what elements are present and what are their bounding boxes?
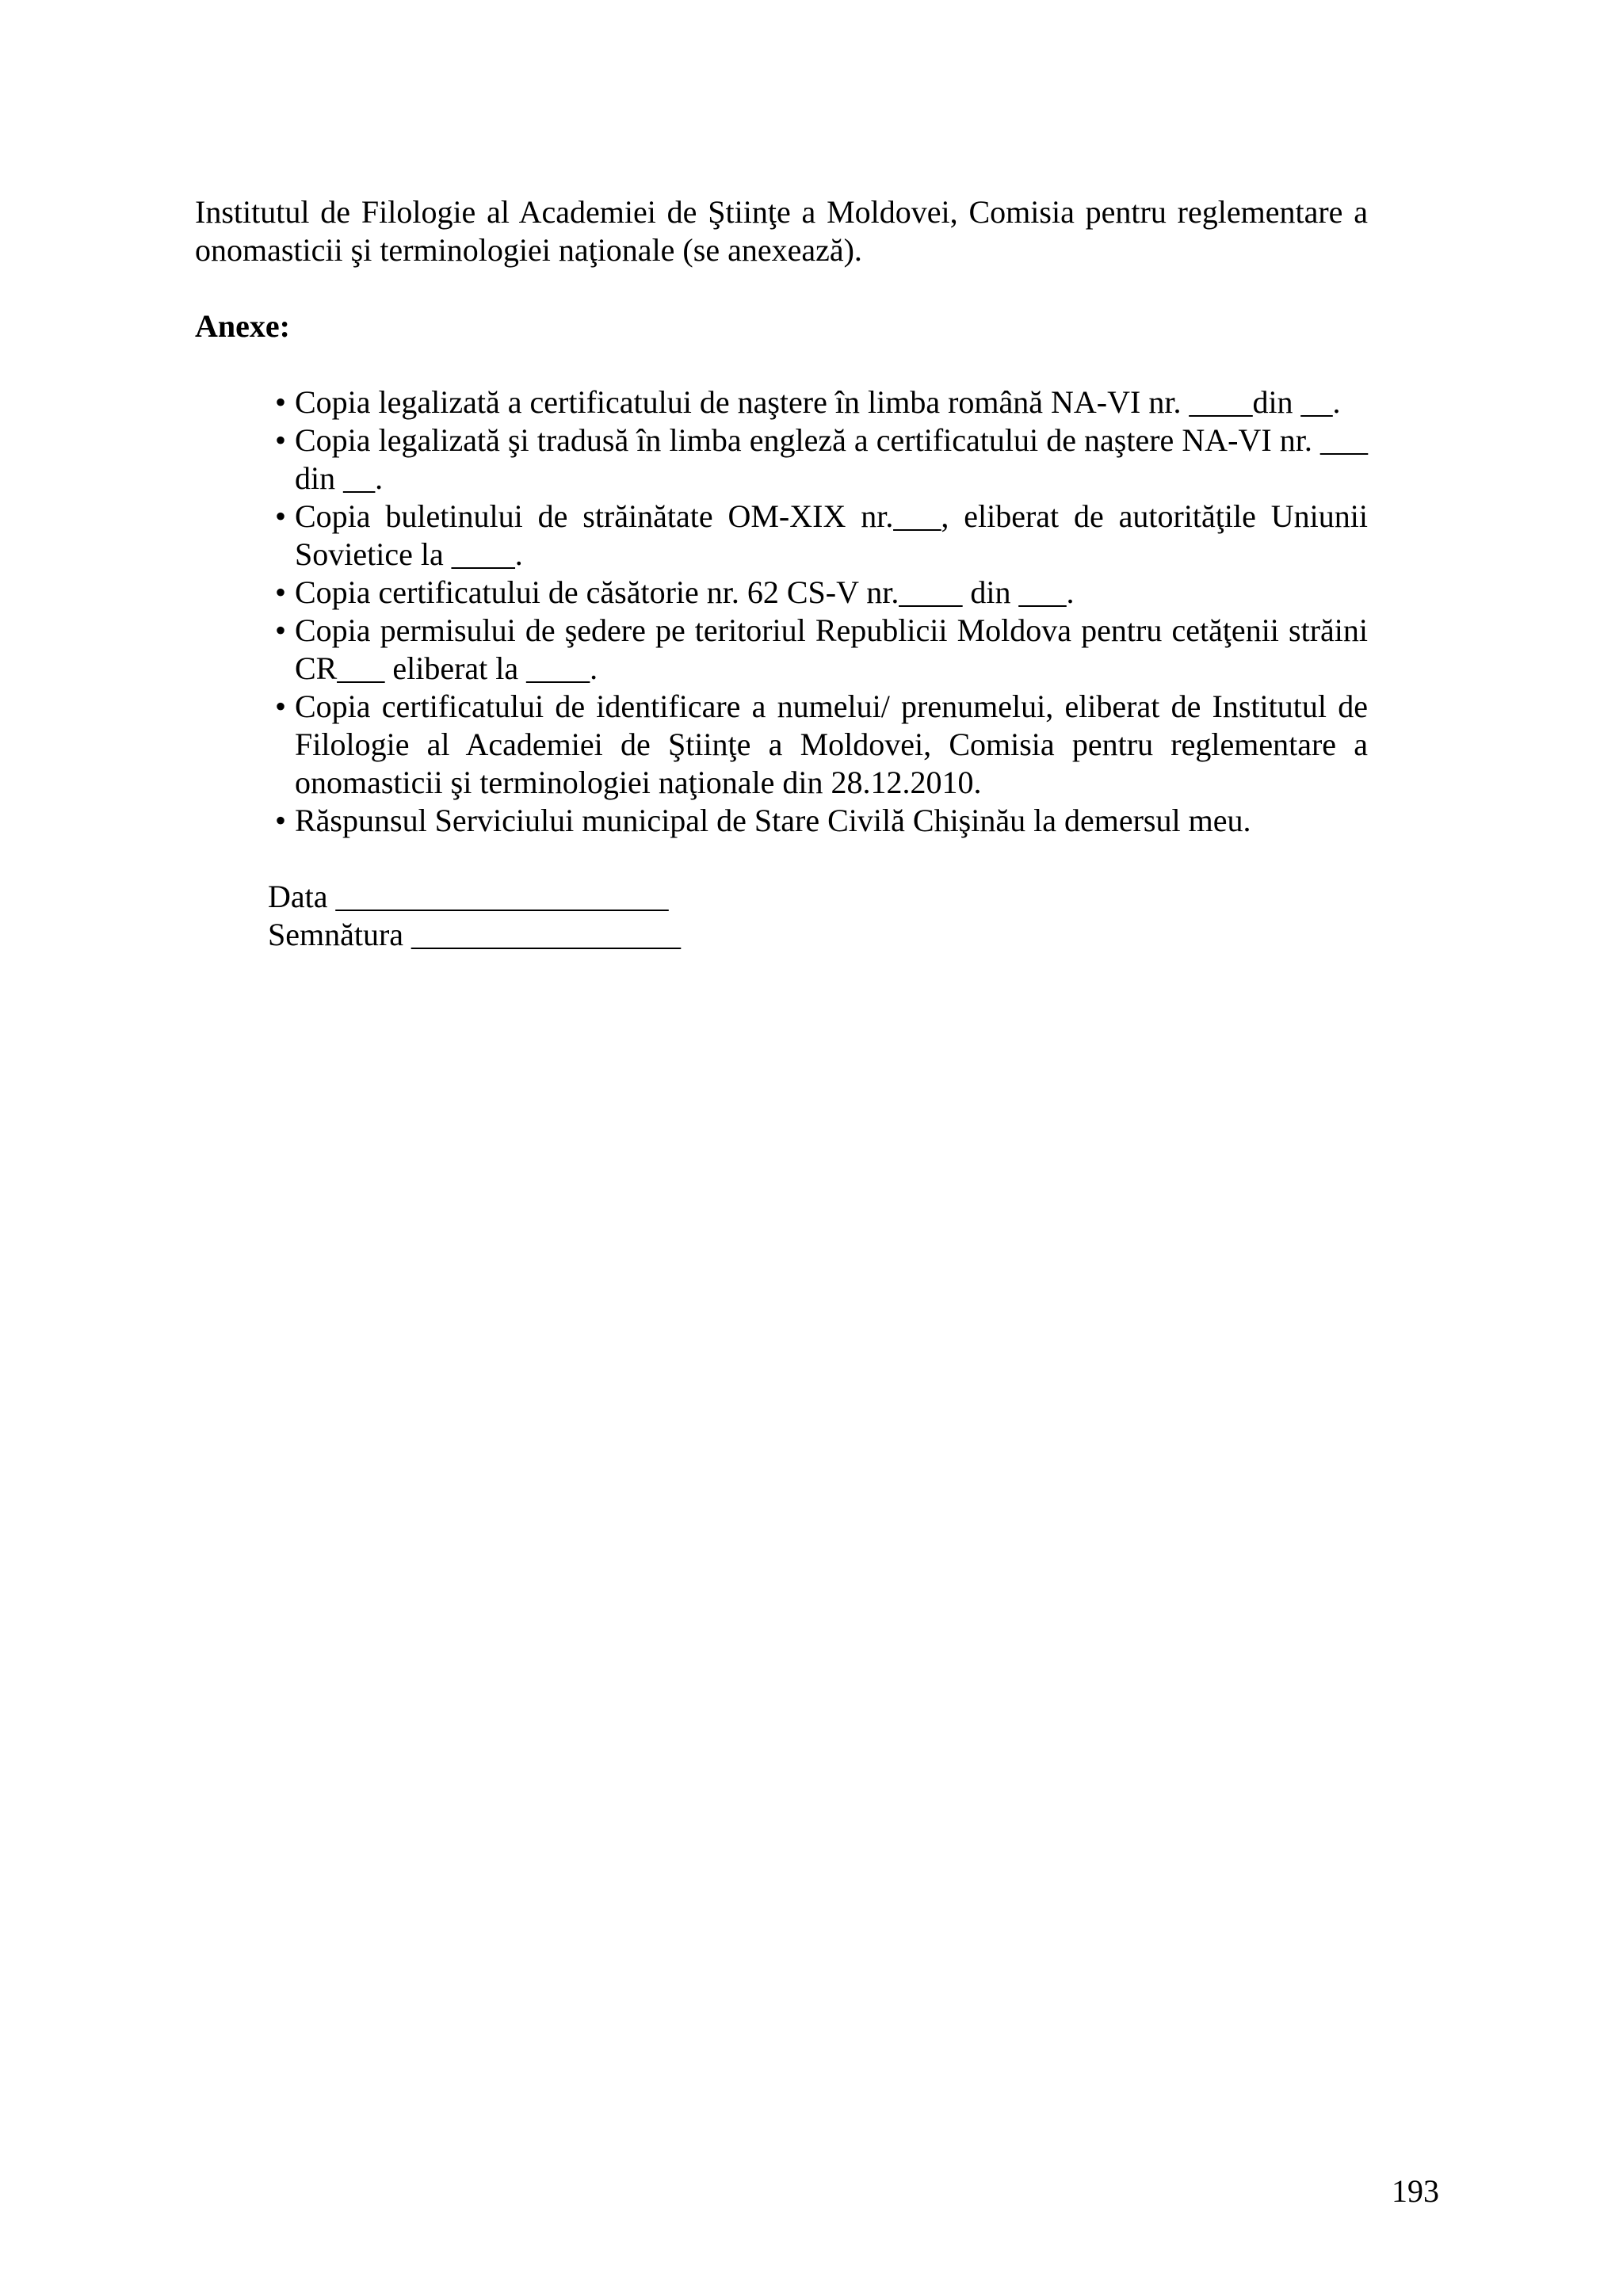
annex-item-text: Răspunsul Serviciului municipal de Stare Civilă Chişinău la demersul meu. — [295, 803, 1251, 838]
annex-item — [274, 574, 1368, 612]
signature-line: Semnătura _________________ — [268, 917, 682, 952]
annex-item-text: Copia legalizată a certificatului de naştere în limba română NA-VI nr. ____din __. — [295, 384, 1341, 420]
bullet-icon: • — [274, 384, 286, 420]
bullet-icon: • — [274, 612, 286, 648]
annex-item-text: Copia certificatului de identificare a numelui/ prenumelui, eliberat de Institutul de Filologie al Academiei de Ştiinţe a Moldovei, Comisia pentru reglementare a onomasticii şi terminologiei naţionale din 28.12.2010. — [295, 688, 1368, 800]
annex-item — [274, 612, 1368, 688]
annex-item-text: Copia buletinului de străinătate OM-XIX nr.___, eliberat de autorităţile Uniunii Sovietice la ____. — [295, 498, 1368, 572]
annex-item-text: Copia legalizată şi tradusă în limba engleză a certificatului de naştere NA-VI nr. ___ din __. — [295, 422, 1368, 496]
page-number: 193 — [1392, 2173, 1439, 2209]
annex-item — [274, 498, 1368, 574]
date-line: Data _____________________ — [268, 879, 669, 914]
annex-list — [195, 383, 1368, 840]
annex-item — [274, 421, 1368, 498]
annex-item — [274, 383, 1368, 421]
bullet-icon: • — [274, 803, 286, 838]
annex-item — [274, 688, 1368, 802]
signature-block — [268, 878, 1368, 954]
bullet-icon: • — [274, 422, 286, 458]
annex-item-text: Copia certificatului de căsătorie nr. 62 CS-V nr.____ din ___. — [295, 574, 1075, 610]
annex-item — [274, 802, 1368, 840]
page-content — [195, 193, 1368, 954]
bullet-icon: • — [274, 688, 286, 724]
annex-item-text: Copia permisului de şedere pe teritoriul Republicii Moldova pentru cetăţenii străini CR___ eliberat la ____. — [295, 612, 1368, 686]
bullet-icon: • — [274, 498, 286, 534]
annex-heading: Anexe: — [195, 308, 290, 344]
bullet-icon: • — [274, 574, 286, 610]
intro-paragraph: Institutul de Filologie al Academiei de Ştiinţe a Moldovei, Comisia pentru reglementare a onomasticii şi terminologiei naţionale (se anexează). — [195, 194, 1368, 268]
